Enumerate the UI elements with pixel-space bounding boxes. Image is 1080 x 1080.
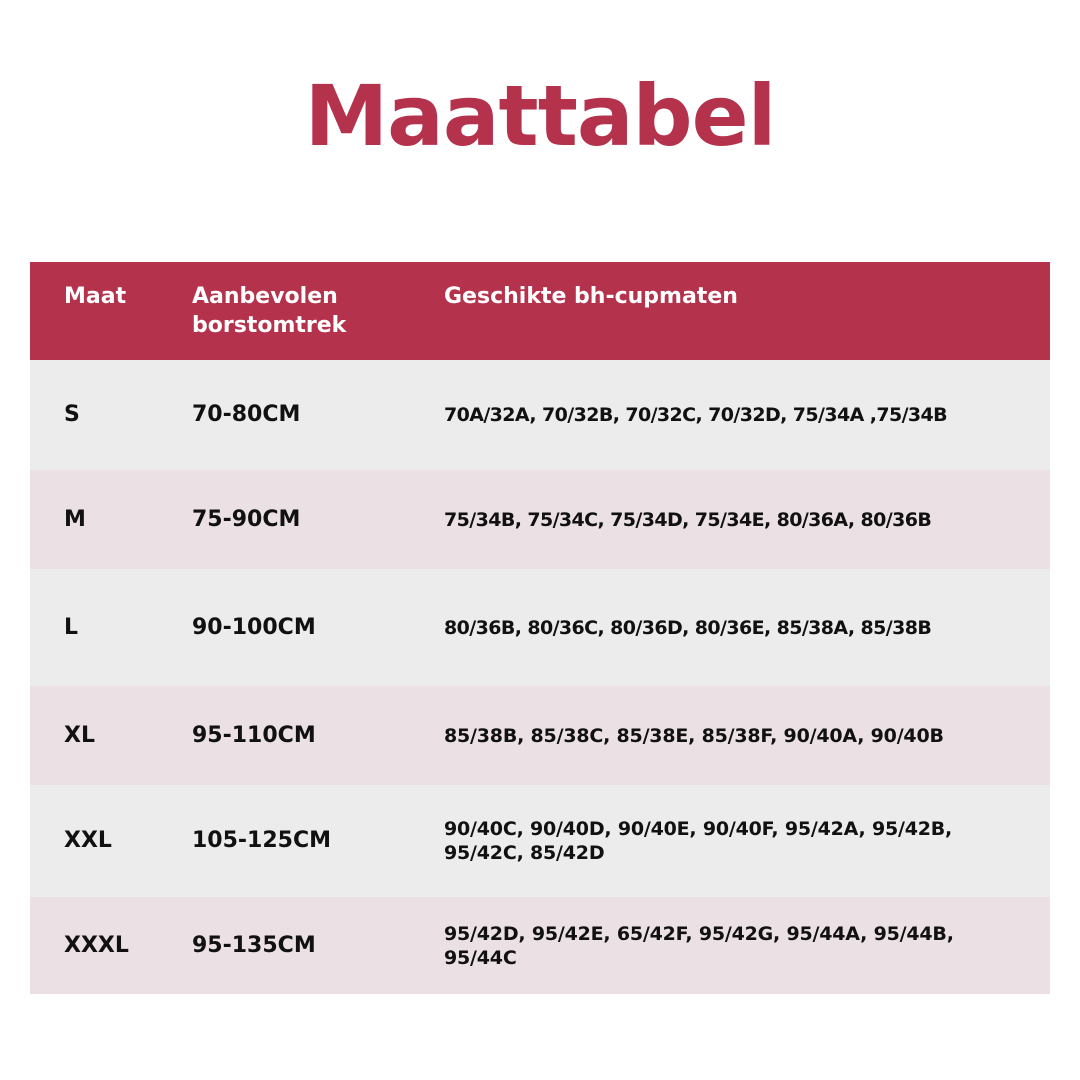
cups-cell: 90/40C, 90/40D, 90/40E, 90/40F, 95/42A, 95/42B, 95/42C, 85/42D [444,818,953,864]
table-row [30,686,1050,785]
header-size: Maat [64,284,127,309]
header-bust: Aanbevolen borstomtrek [192,284,347,338]
page-title: Maattabel [304,67,776,165]
cups-cell: 75/34B, 75/34C, 75/34D, 75/34E, 80/36A, 80/36B [444,508,932,531]
size-cell: XL [64,722,95,748]
table-row [30,785,1050,897]
size-table [30,262,1050,994]
size-cell: XXXL [64,932,129,958]
cups-cell: 85/38B, 85/38C, 85/38E, 85/38F, 90/40A, 90/40B [444,724,944,747]
bust-cell: 90-100CM [192,614,316,640]
cups-cell: 80/36B, 80/36C, 80/36D, 80/36E, 85/38A, 85/38B [444,616,932,639]
size-cell: L [64,614,79,640]
size-cell: M [64,506,86,532]
table-row [30,897,1050,994]
table-row [30,569,1050,686]
table-row [30,470,1050,569]
header-cups: Geschikte bh-cupmaten [444,284,738,309]
cups-cell: 95/42D, 95/42E, 65/42F, 95/42G, 95/44A, 95/44B, 95/44C [444,922,954,969]
bust-cell: 105-125CM [192,828,332,853]
cups-cell: 70A/32A, 70/32B, 70/32C, 70/32D, 75/34A ,75/34B [444,404,948,426]
bust-cell: 95-110CM [192,722,316,748]
size-cell: S [64,402,80,427]
bust-cell: 95-135CM [192,932,316,958]
table-header-row [30,262,1050,360]
size-cell: XXL [64,828,112,853]
table-row [30,360,1050,470]
bust-cell: 75-90CM [192,506,301,532]
bust-cell: 70-80CM [192,402,301,427]
